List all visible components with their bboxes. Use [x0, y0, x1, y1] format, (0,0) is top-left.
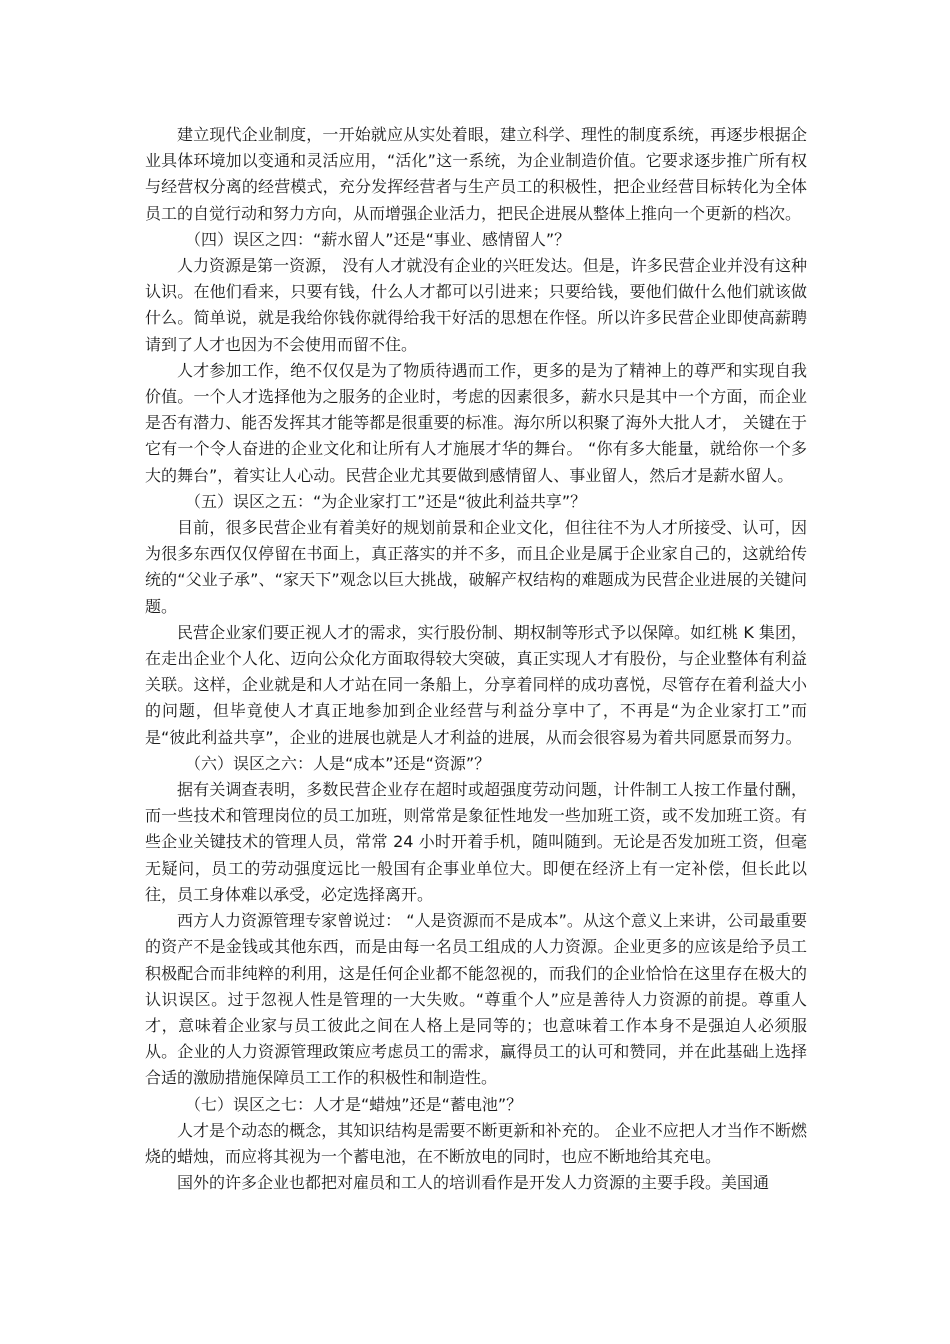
section-heading: （七）误区之七：人才是“蜡烛”还是“蓄电池”？	[185, 1094, 523, 1114]
paragraph: 人力资源是第一资源， 没有人才就没有企业的兴旺发达。但是，许多民营企业并没有这种认识。在他们看来，只要有钱，什么人才都可以引进来；只要给钱，要他们做什么他们就该做什么。简单说，就是我给你钱你就得给我干好活的思想在作怪。所以许多民营企业即使高薪聘请到了人才也因为不会使用而留不住。	[145, 256, 807, 354]
paragraph: 人才参加工作，绝不仅仅是为了物质待遇而工作，更多的是为了精神上的尊严和实现自我价值。一个人才选择他为之服务的企业时，考虑的因素很多，薪水只是其中一个方面，而企业是否有潜力、能否发挥其才能等都是很重要的标准。海尔所以积聚了海外大批人才， 关键在于它有一个令人奋进的企业文化和让所有人才施展才华的舞台。 “你有多大能量，就给你一个多大的舞台”，着实让人心动。民营企业尤其要做到感情留人、事业留人，然后才是薪水留人。	[145, 360, 807, 485]
paragraph: 据有关调查表明，多数民营企业存在超时或超强度劳动问题，计件制工人按工作量付酬，而一些技术和管理岗位的员工加班，则常常是象征性地发一些加班工资，或不发加班工资。有些企业关键技术的管理人员，常常 24 小时开着手机，随叫随到。无论是否发加班工资，但毫无疑问，员工的劳动强度远比一般国有企事业单位大。即便在经济上有一定补偿，但长此以往，员工身体难以承受，必定选择离开。	[145, 780, 807, 904]
paragraph: 国外的许多企业也都把对雇员和工人的培训看作是开发人力资源的主要手段。美国通	[177, 1173, 770, 1193]
paragraph: 人才是个动态的概念，其知识结构是需要不断更新和补充的。 企业不应把人才当作不断燃烧的蜡烛，而应将其视为一个蓄电池，在不断放电的同时，也应不断地给其充电。	[145, 1120, 807, 1166]
paragraph: 西方人力资源管理专家曾说过： “人是资源而不是成本”。从这个意义上来讲，公司最重要的资产不是金钱或其他东西，而是由每一名员工组成的人力资源。企业更多的应该是给予员工积极配合而非纯粹的利用，这是任何企业都不能忽视的，而我们的企业恰恰在这里存在极大的认识误区。过于忽视人性是管理的一大失败。“尊重个人”应是善待人力资源的前提。尊重人才，意味着企业家与员工彼此之间在人格上是同等的；也意味着工作本身不是强迫人必须服从。企业的人力资源管理政策应考虑员工的需求，赢得员工的认可和赞同，并在此基础上选择合适的激励措施保障员工工作的积极性和制造性。	[145, 911, 807, 1088]
section-heading: （四）误区之四：“薪水留人”还是“事业、感情留人”？	[185, 229, 571, 249]
paragraph: 目前，很多民营企业有着美好的规划前景和企业文化，但往往不为人才所接受、认可，因为很多东西仅仅停留在书面上，真正落实的并不多，而且企业是属于企业家自己的，这就给传统的“父业子承”、“家天下”观念以巨大挑战，破解产权结构的难题成为民营企业进展的关键问题。	[145, 518, 807, 616]
document-body	[145, 122, 807, 1196]
section-heading: （五）误区之五：“为企业家打工”还是“彼此利益共享”？	[185, 491, 587, 511]
section-heading: （六）误区之六：人是“成本”还是“资源”？	[185, 753, 491, 773]
paragraph: 民营企业家们要正视人才的需求，实行股份制、期权制等形式予以保障。如红桃 K 集团，在走出企业个人化、迈向公众化方面取得较大突破，真正实现人才有股份，与企业整体有利益关联。这样，企业就是和人才站在同一条船上，分享着同样的成功喜悦，尽管存在着利益大小的问题，但毕竟使人才真正地参加到企业经营与利益分享中了，不再是“为企业家打工”而是“彼此利益共享”，企业的进展也就是人才利益的进展，从而会很容易为着共同愿景而努力。	[145, 622, 807, 747]
paragraph: 建立现代企业制度，一开始就应从实处着眼，建立科学、理性的制度系统，再逐步根据企业具体环境加以变通和灵活应用，“活化”这一系统，为企业制造价值。它要求逐步推广所有权与经营权分离的经营模式，充分发挥经营者与生产员工的积极性，把企业经营目标转化为全体员工的自觉行动和努力方向，从而增强企业活力，把民企进展从整体上推向一个更新的档次。	[145, 125, 807, 223]
